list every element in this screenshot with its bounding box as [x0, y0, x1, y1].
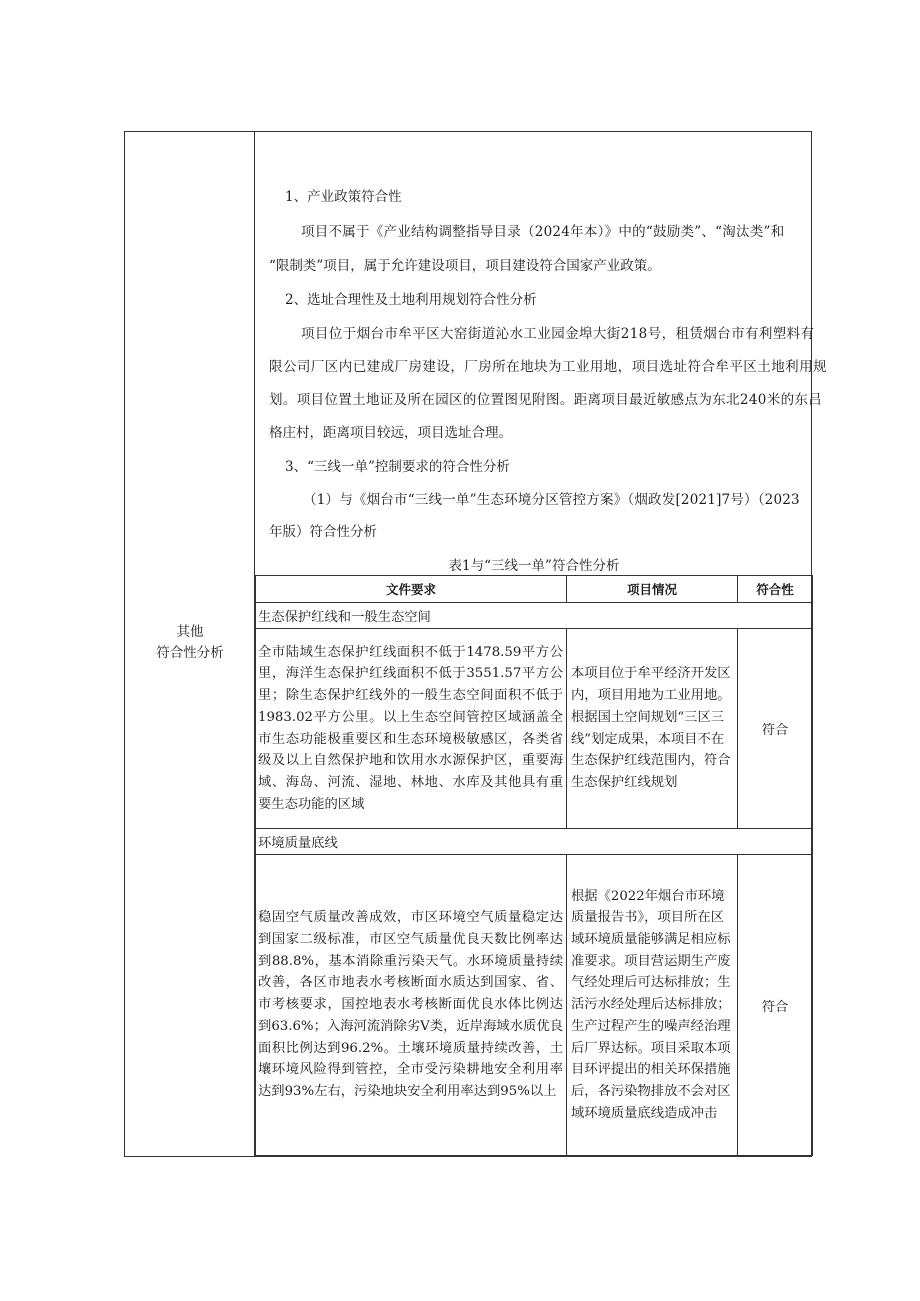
section-title-ecology: 生态保护红线和一般生态空间: [256, 603, 813, 629]
compliance-table: [255, 575, 813, 1156]
paragraph-industry-policy-2: “限制类”项目，属于允许建设项目，项目建设符合国家产业政策。: [269, 258, 661, 274]
requirement-cell: 稳固空气质量改善成效，市区环境空气质量稳定达到国家二级标准，市区空气质量优良天数比例率达到88.8%，基本消除重污染天气。水环境质量持续改善，各区市地表水考核断面水质达到国家、省、市考核要求，国控地表水考核断面优良水体比例达到63.6%；入海河流消除劣V类，近岸海域水质优良面积比例达到96.2%。土壤环境质量持续改善，土壤环境风险得到管控，全市受污染耕地安全利用率达到93%左右，污染地块安全利用率达到95%以上: [256, 855, 567, 1156]
paragraph-three-lines-2: 年版）符合性分析: [269, 524, 377, 540]
heading-industry-policy: 1、产业政策符合性: [285, 189, 402, 205]
paragraph-site-1: 项目位于烟台市牟平区大窑街道沁水工业园金埠大街218号，租赁烟台市有利塑料有: [301, 326, 815, 342]
paragraph-site-3: 划。项目位置土地证及所在园区的位置图见附图。距离项目最近敏感点为东北240米的东吕: [269, 392, 823, 408]
table-row: [256, 855, 813, 1156]
header-project-status: 项目情况: [567, 576, 738, 603]
paragraph-site-4: 格庄村，距离项目较远，项目选址合理。: [269, 425, 512, 441]
heading-site-selection: 2、选址合理性及土地利用规划符合性分析: [285, 292, 537, 308]
header-requirement: 文件要求: [256, 576, 567, 603]
header-compliance: 符合性: [738, 576, 813, 603]
section-label-line2: 符合性分析: [156, 645, 224, 661]
paragraph-industry-policy-1: 项目不属于《产业结构调整指导目录（2024年本）》中的“鼓励类”、“淘汰类”和: [301, 224, 785, 240]
status-cell: 本项目位于牟平经济开发区内，项目用地为工业用地。根据国土空间规划“三区三线”划定成果，本项目不在生态保护红线范围内，符合生态保护红线规划: [567, 629, 738, 829]
section-row-environment: [256, 829, 813, 855]
left-column: [125, 132, 255, 1156]
table-row: [256, 629, 813, 829]
table-header-row: [256, 576, 813, 603]
section-label: [125, 622, 255, 664]
requirement-cell: 全市陆域生态保护红线面积不低于1478.59平方公里，海洋生态保护红线面积不低于3551.57平方公里；除生态保护红线外的一般生态空间面积不低于1983.02平方公里。以上生态空间管控区域涵盖全市生态功能极重要区和生态环境极敏感区，各类省级及以上自然保护地和饮用水水源保护区，重要海域、海岛、河流、湿地、林地、水库及其他具有重要生态功能的区域: [256, 629, 567, 829]
status-cell: 根据《2022年烟台市环境质量报告书》，项目所在区域环境质量能够满足相应标准要求。项目营运期生产废气经处理后可达标排放；生活污水经处理后达标排放；生产过程产生的噪声经治理后厂界达标。项目采取本项目环评提出的相关环保措施后，各污染物排放不会对区域环境质量底线造成冲击: [567, 855, 738, 1156]
table-caption: 表1与“三线一单”符合性分析: [448, 558, 620, 574]
section-title-environment: 环境质量底线: [256, 829, 813, 855]
form-table: [124, 131, 827, 1157]
paragraph-site-2: 限公司厂区内已建成厂房建设，厂房所在地块为工业用地，项目选址符合牟平区土地利用规: [269, 359, 827, 375]
heading-three-lines: 3、“三线一单”控制要求的符合性分析: [285, 459, 510, 475]
compliance-cell: 符合: [738, 629, 813, 829]
paragraph-three-lines-1: （1）与《烟台市“三线一单”生态环境分区管控方案》（烟政发[2021]7号）（2023: [303, 492, 800, 508]
section-row-ecology: [256, 603, 813, 629]
compliance-cell: 符合: [738, 855, 813, 1156]
section-label-line1: 其他: [176, 624, 204, 640]
